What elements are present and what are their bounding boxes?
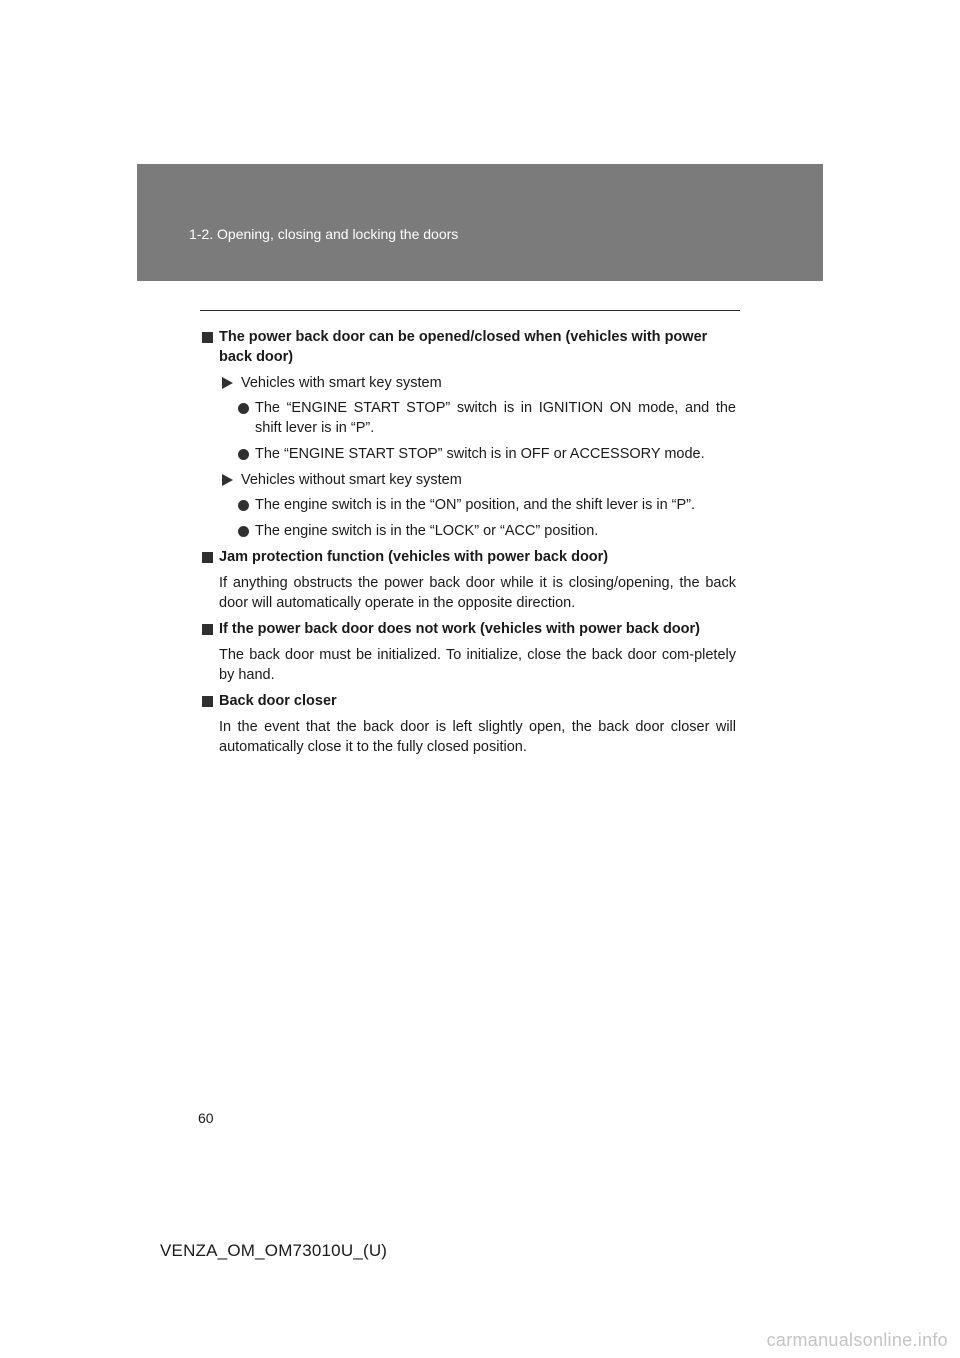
list-item-text: The engine switch is in the “LOCK” or “ACC” position. bbox=[255, 523, 599, 539]
list-item bbox=[202, 521, 736, 541]
heading-back-door-closer bbox=[202, 691, 736, 711]
section-header-band bbox=[137, 164, 823, 281]
section-title: 1-2. Opening, closing and locking the doors bbox=[189, 226, 459, 242]
paragraph-jam-protection: If anything obstructs the power back door while it is closing/opening, the back door will automatically operate in the opposite direction. bbox=[219, 575, 736, 611]
heading-text: The power back door can be opened/closed when (vehicles with power back door) bbox=[219, 329, 708, 365]
triangle-bullet-icon bbox=[222, 377, 233, 389]
heading-text: Jam protection function (vehicles with power back door) bbox=[219, 549, 609, 565]
list-item-text: The “ENGINE START STOP” switch is in IGNITION ON mode, and the shift lever is in “P”. bbox=[255, 400, 736, 436]
watermark: carmanualsonline.info bbox=[766, 1330, 948, 1350]
page-number: 60 bbox=[198, 1110, 214, 1126]
square-bullet-icon bbox=[202, 696, 213, 707]
triangle-bullet-icon bbox=[222, 474, 233, 486]
square-bullet-icon bbox=[202, 332, 213, 343]
group-label-text: Vehicles with smart key system bbox=[241, 375, 442, 391]
circle-bullet-icon bbox=[238, 403, 249, 414]
group-label-smart-key bbox=[202, 373, 736, 393]
list-item-text: The engine switch is in the “ON” position, and the shift lever is in “P”. bbox=[255, 497, 696, 513]
heading-power-back-door-conditions bbox=[202, 327, 736, 367]
list-item bbox=[202, 495, 736, 515]
heading-jam-protection bbox=[202, 547, 736, 567]
document-code: VENZA_OM_OM73010U_(U) bbox=[160, 1241, 388, 1260]
paragraph-back-door-closer: In the event that the back door is left slightly open, the back door closer will automatically close it to the fully closed position. bbox=[219, 719, 736, 755]
group-label-text: Vehicles without smart key system bbox=[241, 472, 462, 488]
heading-text: Back door closer bbox=[219, 693, 337, 709]
list-item bbox=[202, 398, 736, 438]
square-bullet-icon bbox=[202, 624, 213, 635]
circle-bullet-icon bbox=[238, 526, 249, 537]
page-content bbox=[202, 327, 736, 763]
group-label-no-smart-key bbox=[202, 470, 736, 490]
circle-bullet-icon bbox=[238, 449, 249, 460]
heading-text: If the power back door does not work (vehicles with power back door) bbox=[219, 621, 700, 637]
list-item bbox=[202, 444, 736, 464]
list-item-text: The “ENGINE START STOP” switch is in OFF or ACCESSORY mode. bbox=[255, 446, 705, 462]
square-bullet-icon bbox=[202, 552, 213, 563]
circle-bullet-icon bbox=[238, 500, 249, 511]
heading-power-back-door-not-work bbox=[202, 619, 736, 639]
section-divider bbox=[200, 310, 740, 311]
paragraph-initialize: The back door must be initialized. To initialize, close the back door com-pletely by hand. bbox=[219, 647, 736, 683]
